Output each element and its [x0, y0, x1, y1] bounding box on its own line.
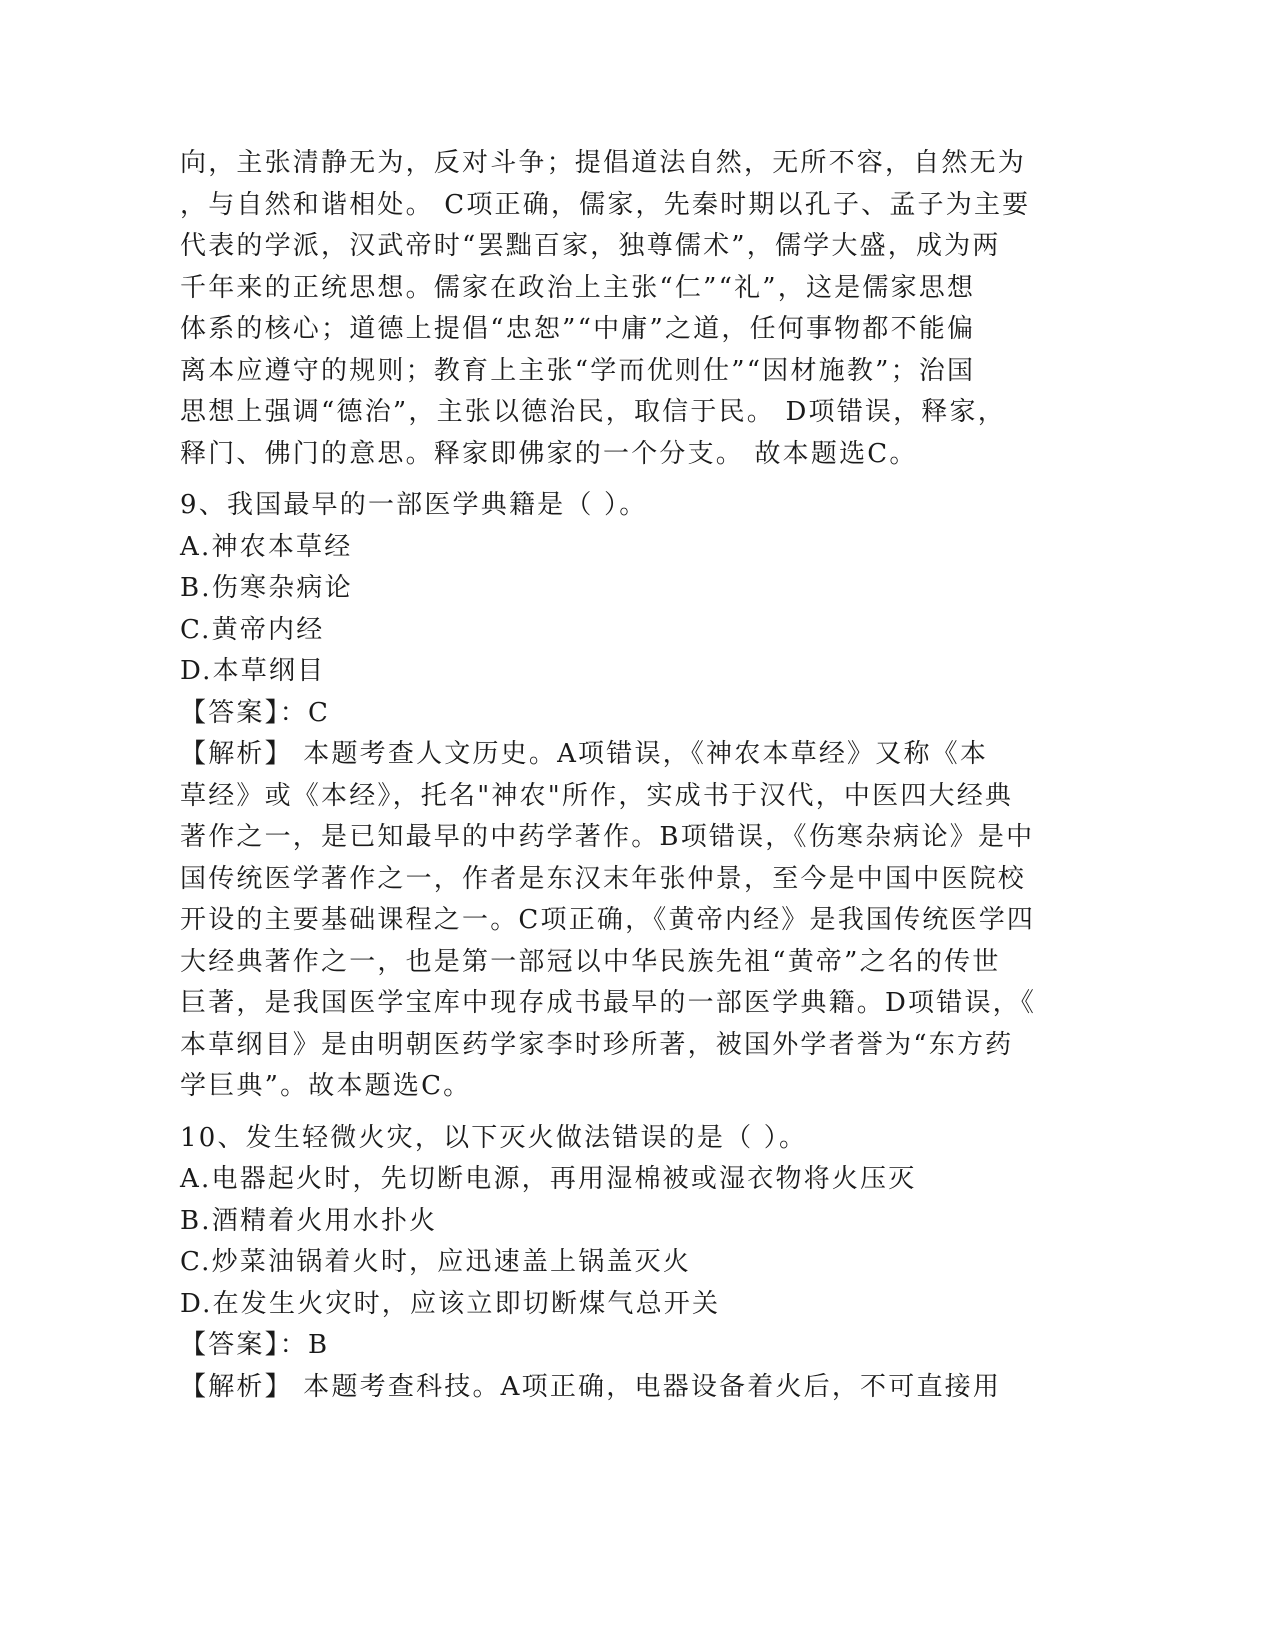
question-10-option-b: B.酒精着火用水扑火: [180, 1205, 438, 1236]
question-9-analysis-line: 开设的主要基础课程之一。C项正确，《黄帝内经》是我国传统医学四: [180, 905, 1036, 935]
question-10-answer: 【答案】：B: [180, 1330, 330, 1360]
question-9-analysis-line: 学巨典”。故本题选C。: [180, 1071, 472, 1101]
question-9-option-d: D.本草纲目: [180, 656, 326, 686]
question-10-option-c: C.炒菜油锅着火时，应迅速盖上锅盖灭火: [180, 1247, 692, 1277]
question-9-analysis-line: 草经》或《本经》，托名"神农"所作，实成书于汉代，中医四大经典: [180, 780, 1014, 811]
question-10-option-d: D.在发生火灾时，应该立即切断煤气总开关: [180, 1288, 721, 1319]
text-line: 千年来的正统思想。儒家在政治上主张“仁”“礼”，这是儒家思想: [180, 272, 976, 303]
question-9-analysis-line: 国传统医学著作之一，作者是东汉末年张仲景，至今是中国中医院校: [180, 863, 1027, 894]
question-9-analysis-line: 巨著，是我国医学宝库中现存成书最早的一部医学典籍。D项错误，《: [180, 988, 1037, 1018]
question-10-stem: 10、发生轻微火灾，以下灭火做法错误的是（ ）。: [180, 1122, 808, 1153]
text-line: 代表的学派，汉武帝时“罢黜百家，独尊儒术”，儒学大盛，成为两: [180, 231, 1001, 261]
question-9-analysis-line: 【解析】 本题考查人文历史。A项错误，《神农本草经》又称《本: [180, 739, 989, 769]
text-line: 离本应遵守的规则；教育上主张“学而优则仕”“因材施教”；治国: [180, 355, 976, 386]
text-line: 思想上强调“德治”，主张以德治民，取信于民。 D项错误，释家，: [180, 397, 1006, 427]
question-9-analysis-line: 本草纲目》是由明朝医药学家李时珍所著，被国外学者誉为“东方药: [180, 1029, 1014, 1060]
question-10-option-a: A.电器起火时，先切断电源，再用湿棉被或湿衣物将火压灭: [180, 1164, 917, 1194]
question-9-answer: 【答案】：C: [180, 697, 331, 728]
question-9-option-c: C.黄帝内经: [180, 614, 325, 645]
prev-analysis-block: [180, 143, 1060, 475]
document-page: [180, 143, 1060, 1408]
text-line: ，与自然和谐相处。 C项正确，儒家，先秦时期以孔子、孟子为主要: [180, 189, 1031, 220]
question-9-analysis-line: 大经典著作之一，也是第一部冠以中华民族先祖“黄帝”之名的传世: [180, 946, 1001, 977]
question-9-block: [180, 485, 1060, 1108]
question-10-block: [180, 1118, 1060, 1409]
text-line: 向，主张清静无为，反对斗争；提倡道法自然，无所不容，自然无为: [180, 148, 1027, 178]
question-9-option-a: A.神农本草经: [180, 531, 353, 562]
question-9-stem: 9、我国最早的一部医学典籍是（ ）。: [180, 490, 648, 520]
question-9-option-b: B.伤寒杂病论: [180, 573, 353, 603]
question-9-analysis-line: 著作之一，是已知最早的中药学著作。B项错误，《伤寒杂病论》是中: [180, 822, 1035, 852]
question-10-analysis-line: 【解析】 本题考查科技。A项正确，电器设备着火后，不可直接用: [180, 1371, 1002, 1402]
text-line: 释门、佛门的意思。释家即佛家的一个分支。 故本题选C。: [180, 438, 918, 469]
text-line: 体系的核心；道德上提倡“忠恕”“中庸”之道，任何事物都不能偏: [180, 314, 976, 344]
